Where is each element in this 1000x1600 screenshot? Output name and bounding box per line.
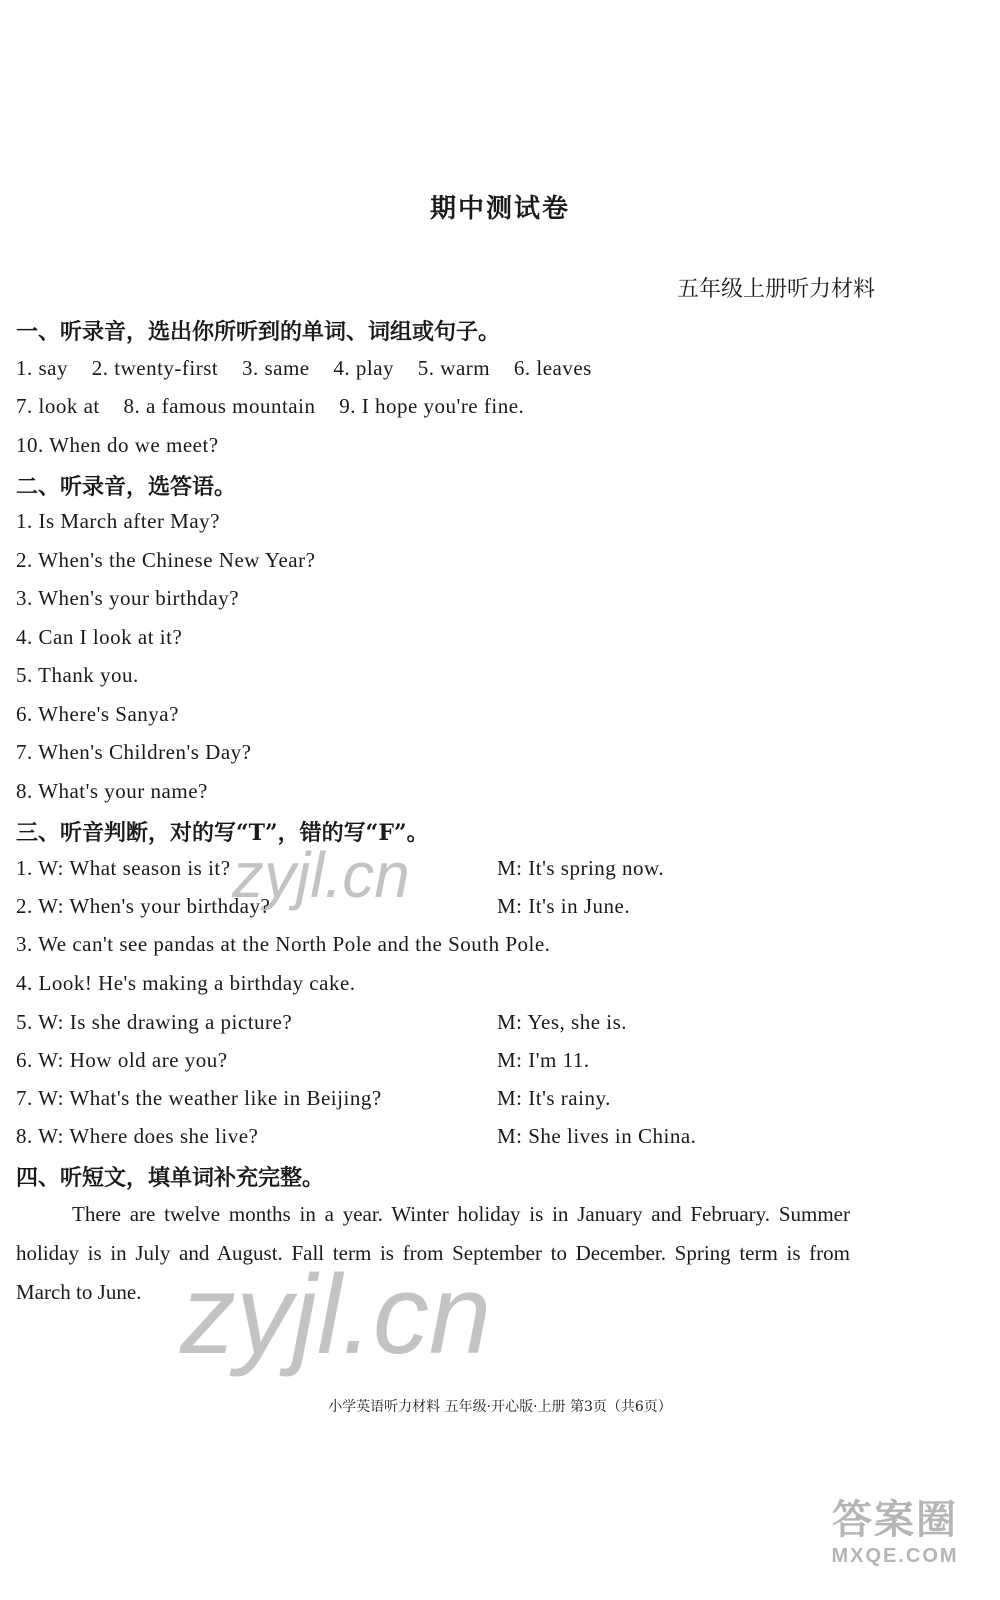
s2-item-4: 4. Can I look at it? [16,625,183,649]
page-subtitle: 五年级上册听力材料 [676,277,875,302]
s3-item-2-w: 2. W: When's your birthday? [16,894,271,918]
s3-item-4: 4. Look! He's making a birthday cake. [16,971,356,995]
s1-item-6: 6. leaves [513,356,592,380]
s1-item-4: 4. play [333,356,395,380]
section-3-heading: 三、听音判断，对的写“T”，错的写“F”。 [16,820,429,846]
section-1-line-1 [16,356,592,381]
logo-bottom-text: MXQE.COM [831,1545,959,1567]
s3-item-8-w: 8. W: Where does she live? [16,1124,259,1148]
section-2-heading: 二、听录音，选答语。 [16,474,237,500]
s3-item-1 [16,856,984,881]
s3-item-6-m: M: I'm 11. [497,1048,590,1072]
s3-item-5 [16,1010,984,1035]
logo-top-text: 答案圈 [832,1498,958,1542]
page-title: 期中测试卷 [429,194,570,224]
section-4-heading: 四、听短文，填单词补充完整。 [16,1165,325,1191]
s3-item-1-w: 1. W: What season is it? [16,856,231,880]
page-footer: 小学英语听力材料 五年级·开心版·上册 第3页（共6页） [328,1399,672,1415]
watermark-small: zyjl.cn [232,839,410,911]
s1-item-10: 10. When do we meet? [16,433,219,457]
section-1-line-2 [16,394,524,419]
s3-item-2-m: M: It's in June. [497,894,631,918]
s2-item-1: 1. Is March after May? [16,509,220,533]
s3-item-7-w: 7. W: What's the weather like in Beijing? [16,1086,382,1110]
s1-item-3: 3. same [241,356,310,380]
section-4-paragraph: There are twelve months in a year. Winter holiday is in January and February. Summer holiday is in July and August. Fall term is from September to December. Spring term is from March to June. [16,1202,850,1304]
s3-item-2 [16,894,984,919]
s3-item-6 [16,1048,984,1073]
s3-item-5-m: M: Yes, she is. [497,1010,628,1034]
s3-item-1-m: M: It's spring now. [497,856,665,880]
s1-item-7: 7. look at [16,394,100,418]
section-1-heading: 一、听录音，选出你所听到的单词、词组或句子。 [16,319,501,345]
site-logo-watermark [815,1488,975,1588]
s3-item-5-w: 5. W: Is she drawing a picture? [16,1010,293,1034]
s2-item-6: 6. Where's Sanya? [16,702,179,726]
s3-item-6-w: 6. W: How old are you? [16,1048,228,1072]
s2-item-7: 7. When's Children's Day? [16,740,252,764]
s3-item-3: 3. We can't see pandas at the North Pole and the South Pole. [16,932,551,956]
s1-item-1: 1. say [16,356,68,380]
watermark-large: zyjl.cn [180,1252,492,1377]
s2-item-5: 5. Thank you. [16,663,139,687]
s1-item-8: 8. a famous mountain [123,394,316,418]
s2-item-2: 2. When's the Chinese New Year? [16,548,316,572]
s1-item-5: 5. warm [417,356,491,380]
s1-item-9: 9. I hope you're fine. [339,394,525,418]
s3-item-8 [16,1124,984,1149]
s3-item-8-m: M: She lives in China. [497,1124,697,1148]
s2-item-8: 8. What's your name? [16,779,208,803]
s2-item-3: 3. When's your birthday? [16,586,240,610]
s3-item-7-m: M: It's rainy. [497,1086,611,1110]
s3-item-7 [16,1086,984,1111]
s1-item-2: 2. twenty-first [91,356,219,380]
